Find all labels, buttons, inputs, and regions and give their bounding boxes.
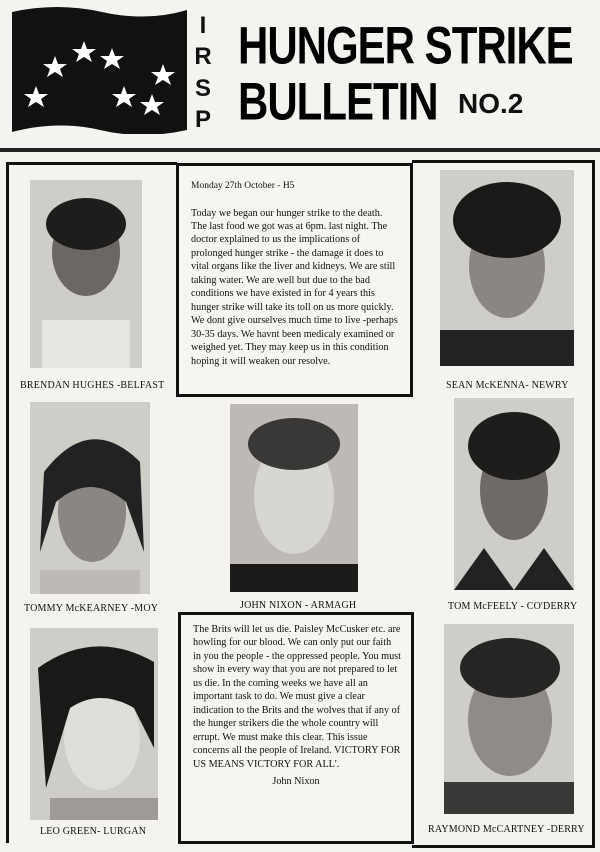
diary-box (176, 163, 413, 397)
org-letter: P (194, 105, 211, 133)
title-line-2: BULLETIN (238, 72, 438, 131)
portrait-caption: BRENDAN HUGHES -BELFAST (20, 380, 165, 391)
portrait-photo (454, 398, 574, 590)
portrait-caption: JOHN NIXON - ARMAGH (240, 600, 357, 611)
portrait-photo (440, 170, 574, 366)
portrait-caption: SEAN McKENNA- NEWRY (446, 380, 569, 391)
title-line-1: HUNGER STRIKE (238, 16, 573, 75)
message-text: The Brits will let us die. Paisley McCusker etc. are howling for our blood. We can only put our faith in you the people - the oppressed people. You must show in every way that you are not prepared to let us die. In the coming weeks we have all an important task to do. We must give a clear indication to the Brits and the wolves that if any of the hunger strikers die the whole country will errupt. We must make this clear. This issue concerns all the people of Ireland. VICTORY FOR US MEANS VICTORY FOR ALL'. (193, 624, 401, 770)
starry-plough-flag-icon (12, 6, 187, 134)
portrait-photo (230, 404, 358, 592)
org-initials (190, 14, 216, 132)
portrait-photo (30, 402, 150, 594)
portrait-caption: TOM McFEELY - CO'DERRY (448, 601, 578, 612)
portrait-photo (30, 628, 158, 820)
org-letter: R (194, 43, 212, 71)
issue-number: NO.2 (458, 88, 524, 119)
portrait-caption: TOMMY McKEARNEY -MOY (24, 603, 159, 614)
message-signature: John Nixon (272, 775, 320, 787)
portrait-photo (30, 180, 142, 368)
portrait-photo (444, 624, 574, 814)
org-letter: I (199, 12, 207, 39)
masthead-divider (0, 148, 600, 152)
diary-text: Today we began our hunger strike to the death. The last food we got was at 6pm. last night. The doctor explained to us the implications of prolonged hunger strike - the damage it does to vital organs like the liver and kidneys. We are still taking water. We are well but due to the bad conditions we have existed in for 4 years this hunger strike will take its toll on us more quickly. We dont give ourselves much time to live -perhaps 30-35 days. We havnt been medicaly examined or weighed yet. They may keep us in this condition hoping it will weaken our resolve. (191, 207, 398, 367)
diary-date: Monday 27th October - H5 (191, 181, 295, 191)
portrait-caption: LEO GREEN- LURGAN (40, 826, 147, 837)
message-box (178, 612, 414, 844)
portrait-caption: RAYMOND McCARTNEY -DERRY (428, 824, 585, 835)
org-letter: S (194, 74, 211, 102)
